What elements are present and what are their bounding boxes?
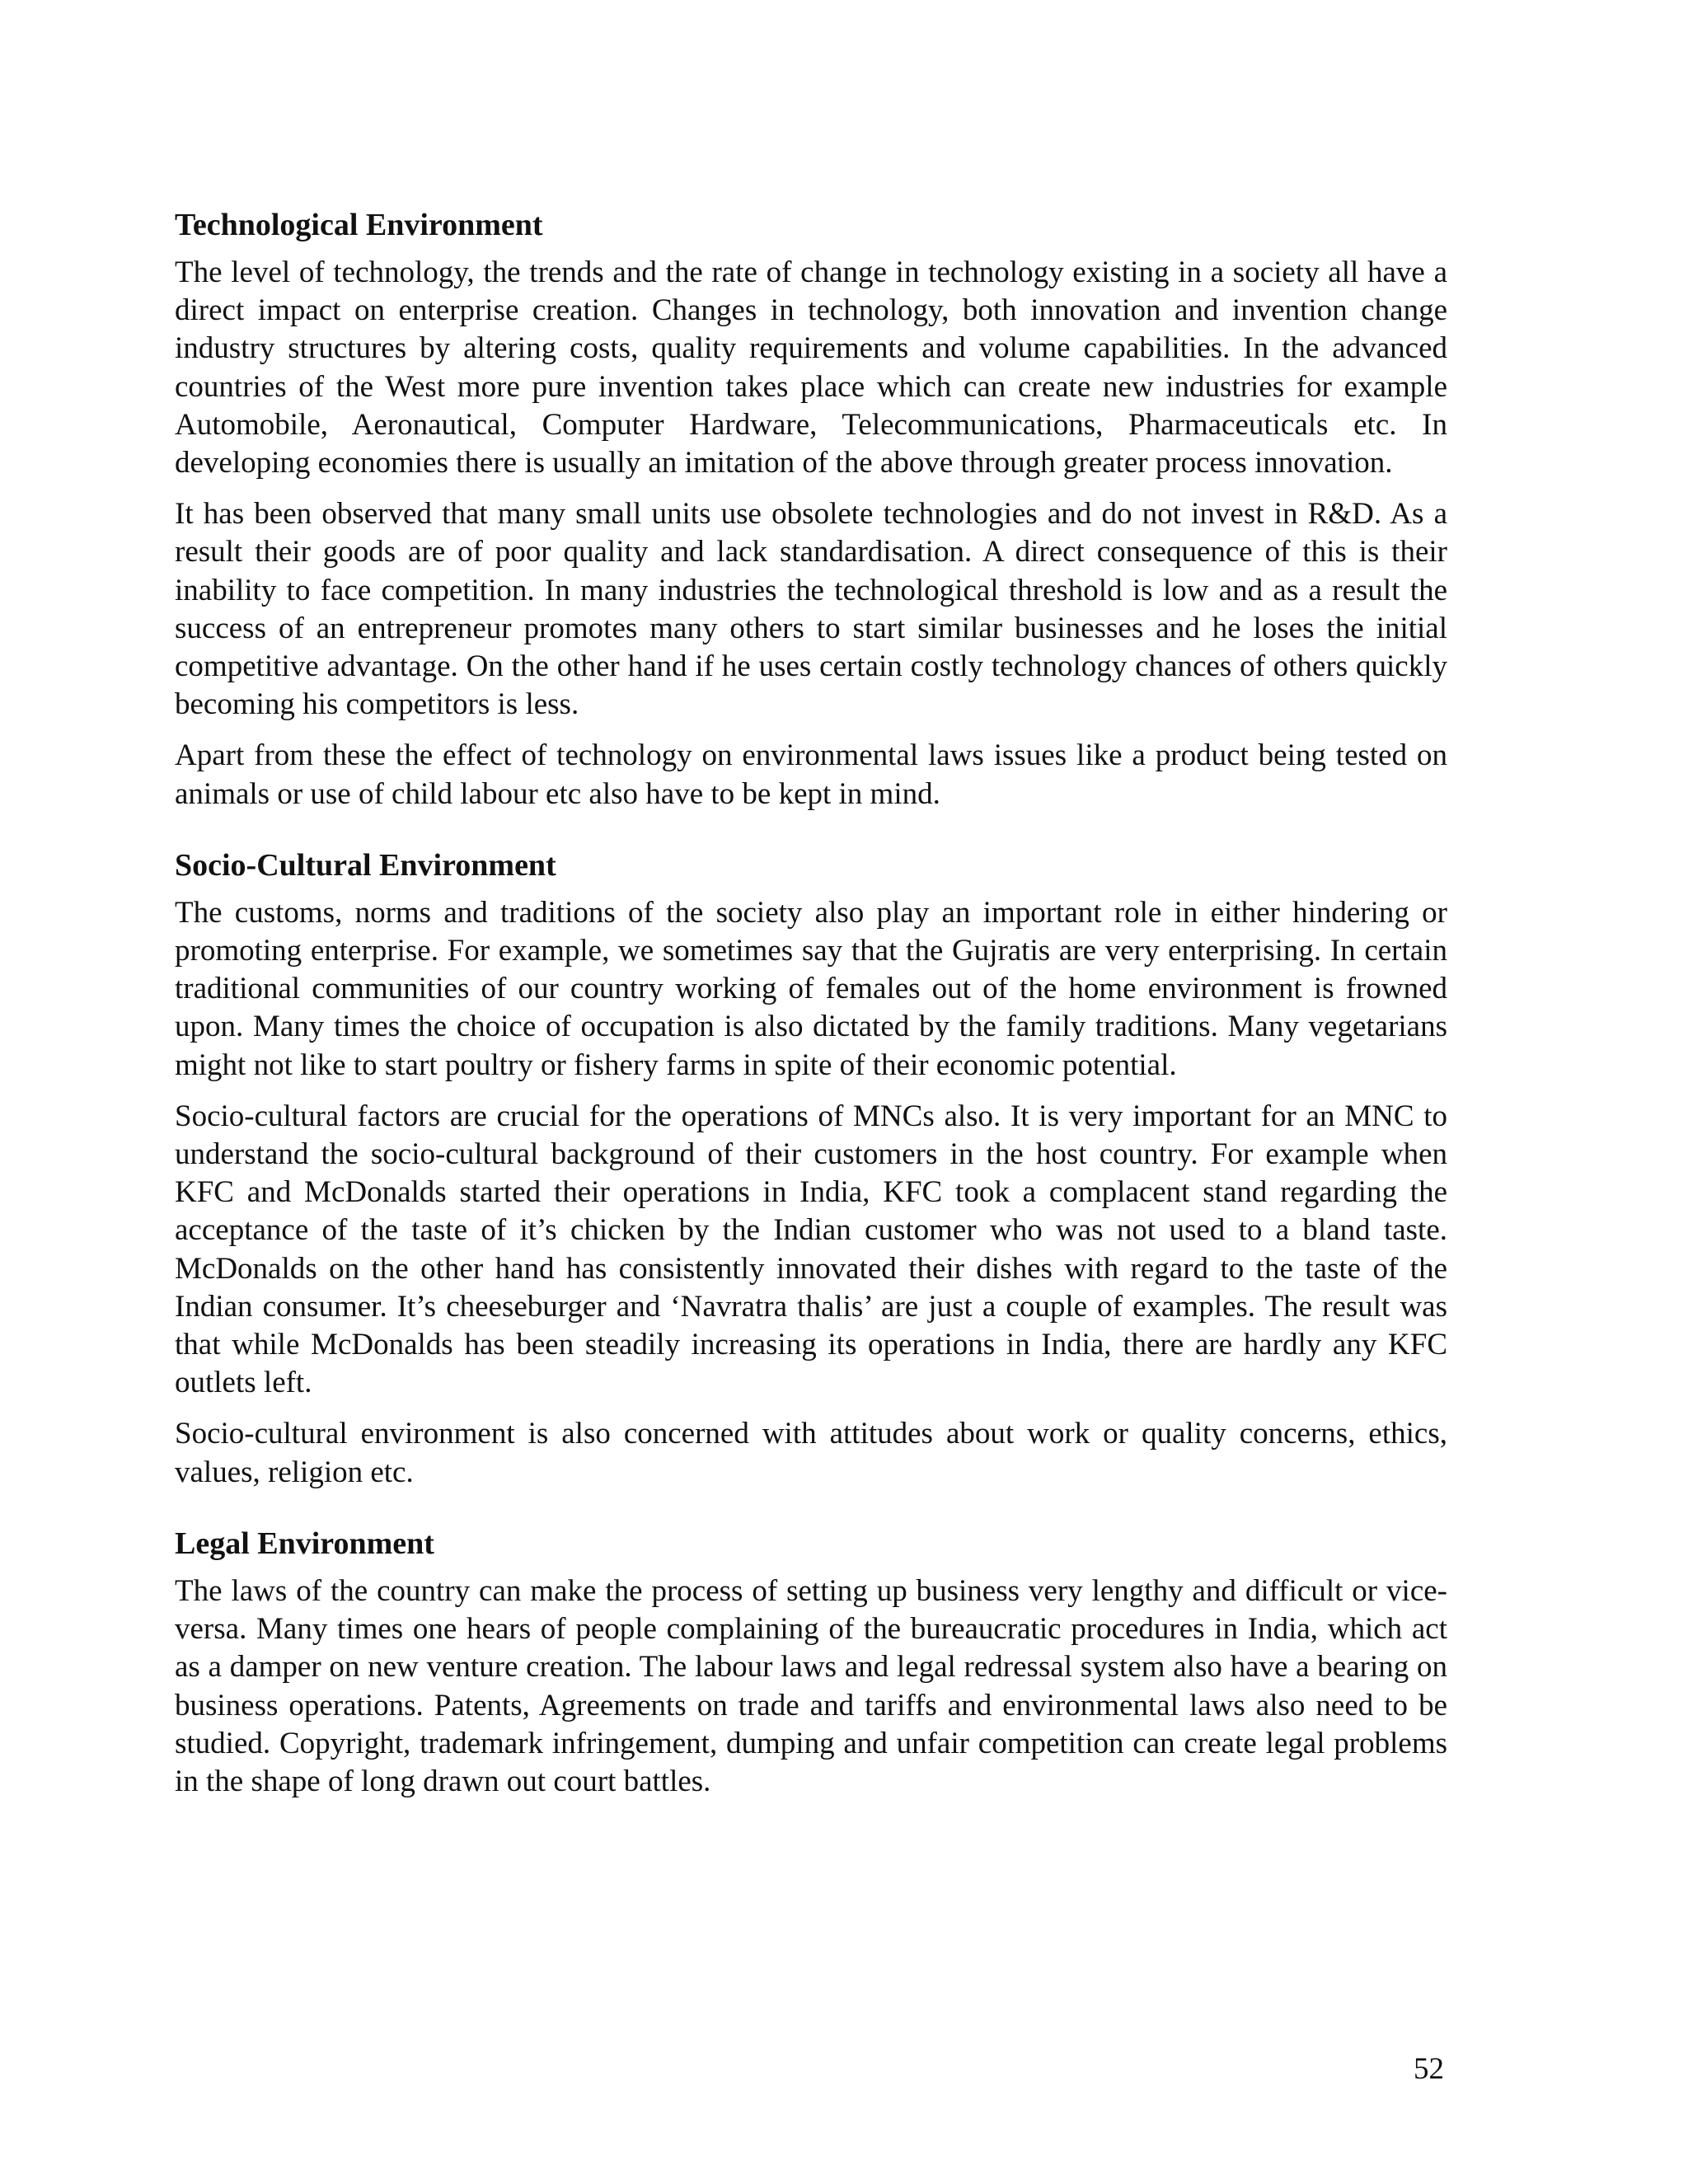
page-number: 52 [1414,2052,1444,2086]
document-page [175,206,1447,1834]
paragraph: Apart from these the effect of technology on environmental laws issues like a product being tested on animals or use of child labour etc also have to be kept in mind. [175,738,1447,811]
paragraph: The customs, norms and traditions of the society also play an important role in either hindering or promoting enterprise. For example, we sometimes say that the Gujratis are very enterprising. In certain traditional communities of our country working of females out of the home environment is frowned upon. Many times the choice of occupation is also dictated by the family traditions. Many vegetarians might not like to start poultry or fishery farms in spite of their economic potential. [175,895,1447,1082]
section-heading: Socio-Cultural Environment [175,847,556,883]
section-technological-environment [175,206,1447,813]
paragraph: The level of technology, the trends and the rate of change in technology existing in a society all have a direct impact on enterprise creation. Changes in technology, both innovation and invention change industry structures by altering costs, quality requirements and volume capabilities. In the advanced countries of the West more pure invention takes place which can create new industries for example Automobile, Aeronautical, Computer Hardware, Telecommunications, Pharmaceuticals etc. In developing economies there is usually an imitation of the above through greater process innovation. [175,255,1447,480]
paragraph: The laws of the country can make the process of setting up business very lengthy and difficult or vice-versa. Many times one hears of people complaining of the bureaucratic procedures in India, which act as a damper on new venture creation. The labour laws and legal redressal system also have a bearing on business operations. Patents, Agreements on trade and tariffs and environmental laws also need to be studied. Copyright, trademark infringement, dumping and unfair competition can create legal problems in the shape of long drawn out court battles. [175,1573,1447,1798]
section-legal-environment [175,1525,1447,1801]
paragraph: It has been observed that many small units use obsolete technologies and do not invest in R&D. As a result their goods are of poor quality and lack standardisation. A direct consequence of this is their inability to face competition. In many industries the technological threshold is low and as a result the success of an entrepreneur promotes many others to start similar businesses and he loses the initial competitive advantage. On the other hand if he uses certain costly technology chances of others quickly becoming his competitors is less. [175,497,1447,722]
paragraph: Socio-cultural factors are crucial for the operations of MNCs also. It is very important for an MNC to understand the socio-cultural background of their customers in the host country. For example when KFC and McDonalds started their operations in India, KFC took a complacent stand regarding the acceptance of the taste of it’s chicken by the Indian customer who was not used to a bland taste. McDonalds on the other hand has consistently innovated their dishes with regard to the taste of the Indian consumer. It’s cheeseburger and ‘Navratra thalis’ are just a couple of examples. The result was that while McDonalds has been steadily increasing its operations in India, there are hardly any KFC outlets left. [175,1099,1447,1400]
section-heading: Legal Environment [175,1526,434,1561]
section-heading: Technological Environment [175,208,543,242]
section-socio-cultural-environment [175,846,1447,1492]
paragraph: Socio-cultural environment is also concerned with attitudes about work or quality concerns, ethics, values, religion etc. [175,1417,1447,1489]
